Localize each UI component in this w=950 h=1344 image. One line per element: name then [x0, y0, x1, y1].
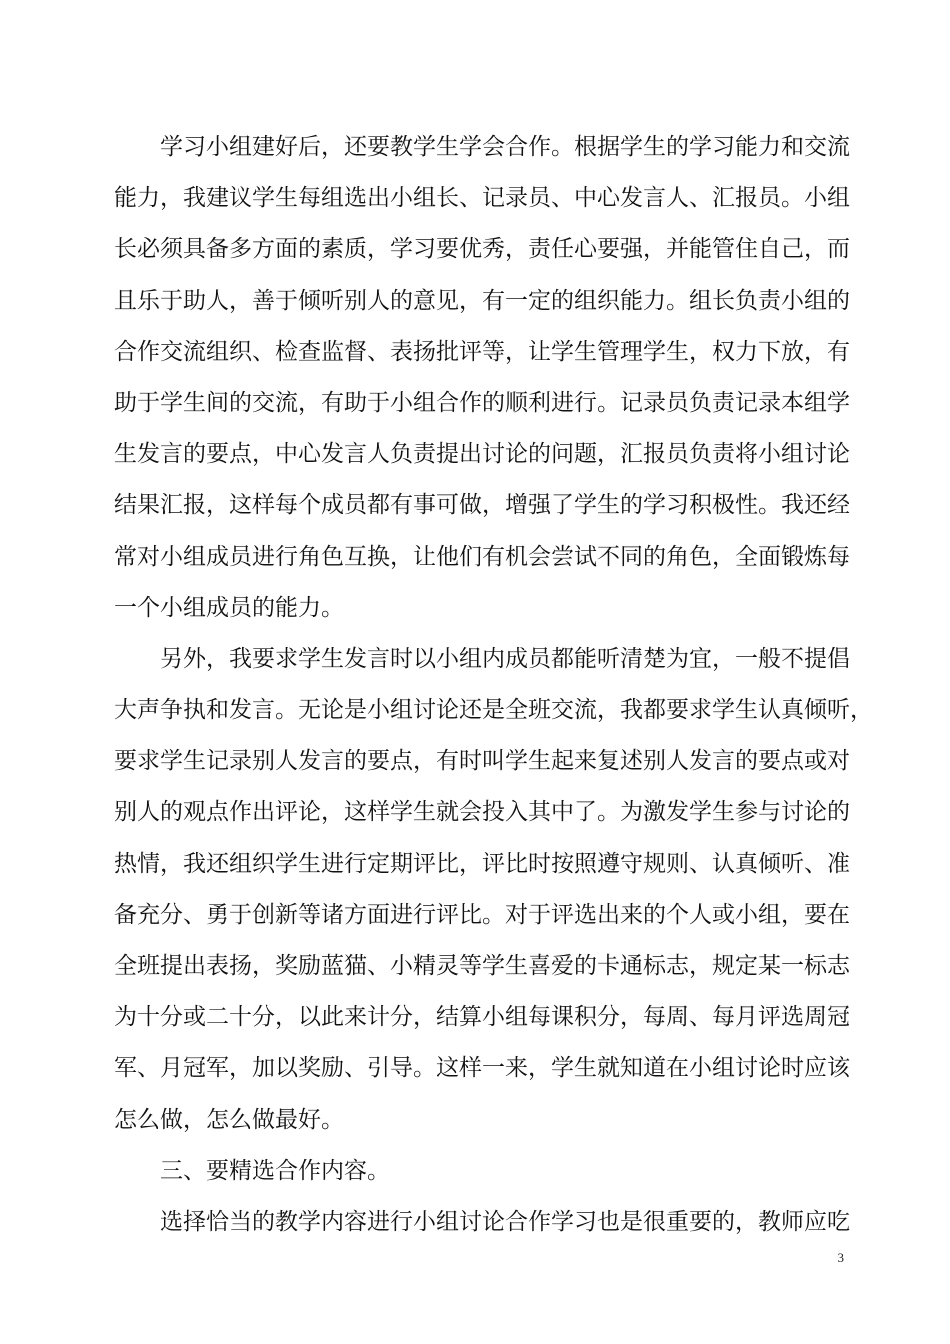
- paragraph-1-line-9: 常对小组成员进行角色互换，让他们有机会尝试不同的角色，全面锻炼每: [114, 543, 850, 570]
- paragraph-1-line-10: 一个小组成员的能力。: [114, 594, 344, 621]
- paragraph-2-line-10: 怎么做，怎么做最好。: [114, 1106, 344, 1133]
- paragraph-2-line-4: 别人的观点作出评论，这样学生就会投入其中了。为激发学生参与讨论的: [114, 799, 850, 826]
- paragraph-2-line-8: 为十分或二十分，以此来计分，结算小组每课积分，每周、每月评选周冠: [114, 1004, 850, 1031]
- paragraph-1-line-7: 生发言的要点，中心发言人负责提出讨论的问题，汇报员负责将小组讨论: [114, 441, 850, 468]
- paragraph-3-line-1: 选择恰当的教学内容进行小组讨论合作学习也是很重要的，教师应吃: [160, 1208, 850, 1235]
- paragraph-2-line-9: 军、月冠军，加以奖励、引导。这样一来，学生就知道在小组讨论时应该: [114, 1055, 850, 1082]
- paragraph-1-line-6: 助于学生间的交流，有助于小组合作的顺利进行。记录员负责记录本组学: [114, 389, 850, 416]
- paragraph-2-line-7: 全班提出表扬，奖励蓝猫、小精灵等学生喜爱的卡通标志，规定某一标志: [114, 953, 850, 979]
- body-text: [114, 127, 873, 1253]
- page-number: 3: [837, 1250, 844, 1265]
- paragraph-2-line-5: 热情，我还组织学生进行定期评比，评比时按照遵守规则、认真倾听、准: [114, 850, 850, 877]
- paragraph-2-line-3: 要求学生记录别人发言的要点，有时叫学生起来复述别人发言的要点或对: [114, 748, 850, 775]
- paragraph-1-line-2: 能力，我建议学生每组选出小组长、记录员、中心发言人、汇报员。小组: [114, 185, 850, 212]
- paragraph-2-line-1: 另外，我要求学生发言时以小组内成员都能听清楚为宜，一般不提倡: [160, 645, 850, 672]
- paragraph-1-line-1: 学习小组建好后，还要教学生学会合作。根据学生的学习能力和交流: [160, 134, 850, 160]
- paragraph-2-line-2: 大声争执和发言。无论是小组讨论还是全班交流，我都要求学生认真倾听，: [114, 697, 873, 724]
- paragraph-1-line-4: 且乐于助人，善于倾听别人的意见，有一定的组织能力。组长负责小组的: [114, 287, 850, 314]
- section-heading: 三、要精选合作内容。: [160, 1157, 390, 1184]
- paragraph-1-line-5: 合作交流组织、检查监督、表扬批评等，让学生管理学生，权力下放，有: [114, 338, 850, 365]
- paragraph-1-line-8: 结果汇报，这样每个成员都有事可做，增强了学生的学习积极性。我还经: [114, 492, 850, 519]
- paragraph-2-line-6: 备充分、勇于创新等诸方面进行评比。对于评选出来的个人或小组，要在: [114, 901, 850, 928]
- paragraph-1-line-3: 长必须具备多方面的素质，学习要优秀，责任心要强，并能管住自己，而: [114, 236, 850, 263]
